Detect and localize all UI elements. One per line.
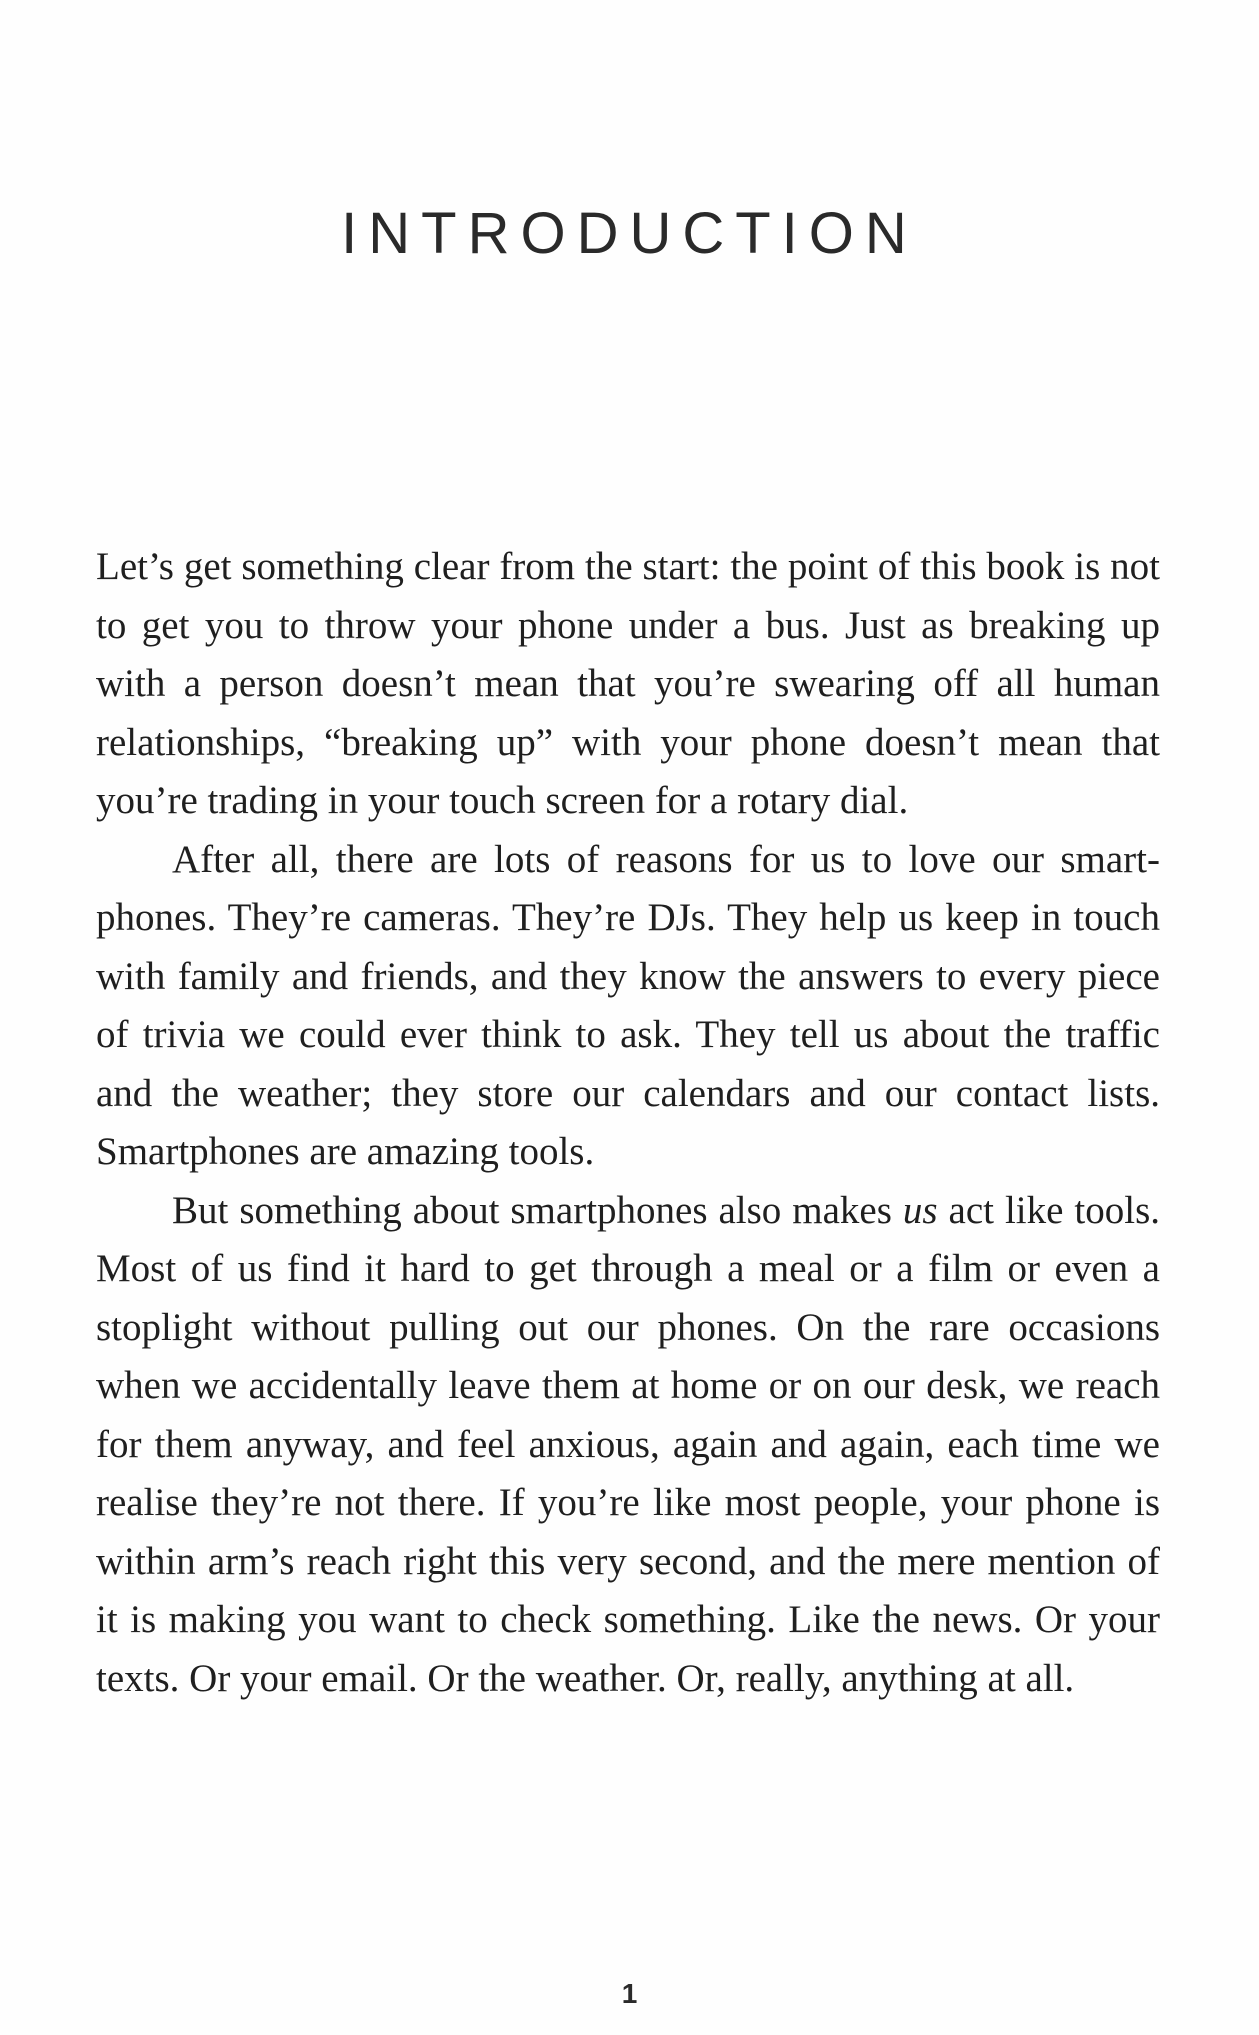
paragraph-3-text-end: act like tools. Most of us find it hard to get through a meal or a film or even a stoplight without pulling out our phones. On the rare occasions when we accidentally leave them at home or on our desk, we reach for them anyway, and feel anxious, again and again, each time we realise they’re not there. If you’re like most people, your phone is within arm’s reach right this very second, and the mere mention of it is making you want to check something. Like the news. Or your texts. Or your email. Or the weather. Or, really, anything at all. [96, 1188, 1160, 1700]
page-number: 1 [621, 1978, 638, 2009]
chapter-title: INTRODUCTION [341, 201, 918, 266]
paragraph-3 [96, 1182, 1160, 1709]
body-text [96, 538, 1160, 1708]
paragraph-1: Let’s get something clear from the start: the point of this book is not to get you to throw your phone under a bus. Just as breaking up with a person doesn’t mean that you’re swearing off all human relationships, “breaking up” with your phone doesn’t mean that you’re trading in your touch screen for a rotary dial. [96, 545, 1160, 822]
paragraph-3-text-start: But something about smartphones also makes [172, 1188, 903, 1232]
paragraph-2: After all, there are lots of reasons for us to love our smartphones. They’re cameras. They’re DJs. They help us keep in touch with family and friends, and they know the answers to every piece of trivia we could ever think to ask. They tell us about the traffic and the weather; they store our calendars and our contact lists. Smartphones are amazing tools. [96, 837, 1160, 1173]
paragraph-3-emphasis: us [902, 1188, 938, 1232]
